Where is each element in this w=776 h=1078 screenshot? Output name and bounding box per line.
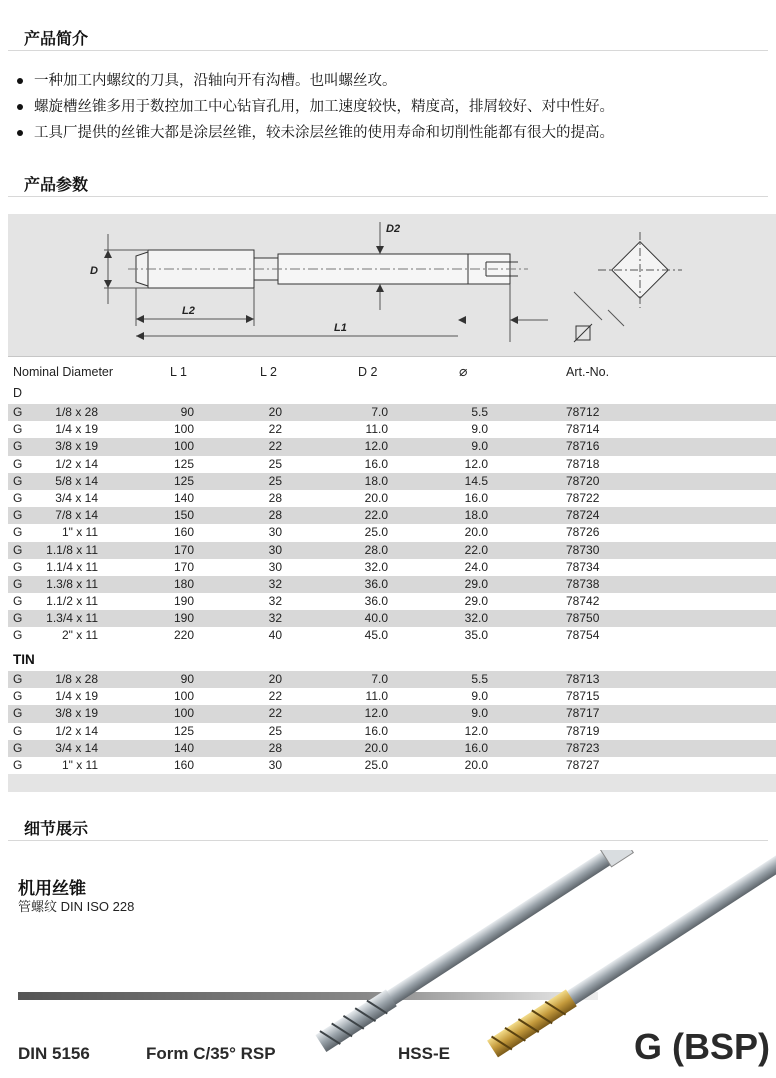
table-row [8, 490, 776, 507]
cell-l1: 160 [173, 757, 194, 772]
cell-size: 3/8 x 19 [55, 439, 98, 454]
cell-l2: 28 [268, 490, 282, 505]
cell-d2: 25.0 [364, 757, 388, 772]
cell-thread-type: G [13, 473, 23, 488]
table-row [8, 705, 776, 722]
cell-l1: 160 [173, 525, 194, 540]
cell-diameter: 9.0 [471, 706, 488, 721]
cell-l2: 28 [268, 508, 282, 523]
cell-l2: 25 [268, 473, 282, 488]
cell-art-no: 78713 [566, 672, 600, 686]
cell-thread-type: G [13, 405, 23, 419]
cell-size: 7/8 x 14 [55, 508, 98, 523]
cell-art-no: 78734 [566, 559, 600, 574]
detail-section-title: 细节展示 [24, 821, 89, 838]
cell-d2: 11.0 [365, 422, 388, 437]
cell-diameter: 16.0 [464, 490, 488, 505]
cell-l1: 150 [173, 508, 194, 523]
cell-size: 5/8 x 14 [55, 473, 98, 488]
cell-art-no: 78717 [566, 706, 600, 721]
cell-art-no: 78726 [566, 525, 600, 540]
cell-art-no: 78719 [566, 723, 600, 738]
table-header [8, 356, 776, 405]
cell-l1: 100 [173, 422, 194, 437]
cell-diameter: 29.0 [464, 594, 488, 609]
main-table-body [8, 404, 776, 645]
cell-art-no: 78722 [566, 490, 600, 505]
drawing-label-l2: L2 [182, 305, 195, 317]
cell-d2: 16.0 [364, 723, 388, 738]
cell-l1: 100 [173, 689, 194, 704]
cell-diameter: 12.0 [464, 456, 488, 471]
cell-thread-type: G [13, 422, 23, 437]
cell-diameter: 9.0 [471, 689, 488, 704]
cell-l1: 90 [180, 405, 194, 419]
cell-l2: 25 [268, 456, 282, 471]
cell-l2: 25 [268, 723, 282, 738]
tap-drawing-svg [8, 214, 776, 356]
cell-diameter: 16.0 [464, 740, 488, 755]
cell-art-no: 78738 [566, 576, 600, 591]
params-section-header [8, 170, 768, 197]
cell-l2: 30 [268, 542, 282, 557]
cell-l1: 220 [173, 628, 194, 643]
table-row [8, 507, 776, 524]
table-footer-band [8, 774, 776, 792]
cell-d2: 18.0 [364, 473, 388, 488]
diameter-icon: ⌀ [459, 363, 468, 379]
table-row [8, 559, 776, 576]
product-title: 机用丝锥 [18, 879, 86, 898]
cell-diameter: 5.5 [471, 672, 488, 686]
intro-item: 工具厂提供的丝锥大都是涂层丝锥，较未涂层丝锥的使用寿命和切削性能都有很大的提高。 [14, 120, 764, 146]
cell-size: 1/4 x 19 [55, 689, 98, 704]
cell-thread-type: G [13, 706, 23, 721]
cell-size: 1" x 11 [61, 757, 98, 772]
header-d2: D 2 [358, 365, 378, 379]
cell-thread-type: G [13, 508, 23, 523]
cell-l2: 32 [268, 611, 282, 626]
bullet-icon [17, 130, 23, 136]
cell-size: 1/4 x 19 [55, 422, 98, 437]
params-panel [8, 214, 776, 792]
cell-size: 2" x 11 [61, 628, 98, 643]
cell-art-no: 78715 [566, 689, 600, 704]
cell-d2: 22.0 [364, 508, 388, 523]
cell-art-no: 78742 [566, 594, 600, 609]
cell-d2: 40.0 [364, 611, 388, 626]
cell-thread-type: G [13, 542, 23, 557]
cell-diameter: 12.0 [464, 723, 488, 738]
cell-art-no: 78720 [566, 473, 600, 488]
cell-size: 3/4 x 14 [55, 490, 98, 505]
cell-d2: 32.0 [364, 559, 388, 574]
table-row [8, 671, 776, 688]
cell-d2: 28.0 [364, 542, 388, 557]
cell-l2: 32 [268, 594, 282, 609]
cell-art-no: 78714 [566, 422, 600, 437]
table-row [8, 757, 776, 774]
header-nominal-diameter: Nominal Diameter [13, 365, 114, 379]
form-spec: Form C/35° RSP [146, 1044, 276, 1063]
cell-art-no: 78716 [566, 439, 600, 454]
bullet-icon [17, 104, 23, 110]
cell-l1: 100 [173, 706, 194, 721]
cell-d2: 7.0 [371, 405, 388, 419]
cell-diameter: 35.0 [464, 628, 488, 643]
cell-art-no: 78724 [566, 508, 600, 523]
cell-l2: 22 [268, 439, 282, 454]
table-row [8, 404, 776, 421]
cell-size: 1.1/8 x 11 [46, 542, 98, 557]
cell-size: 1/8 x 28 [55, 672, 98, 686]
intro-item: 一种加工内螺纹的刀具，沿轴向开有沟槽。也叫螺丝攻。 [14, 68, 764, 94]
params-section-title: 产品参数 [24, 177, 89, 194]
cell-diameter: 18.0 [464, 508, 488, 523]
cell-thread-type: G [13, 559, 23, 574]
cell-l2: 20 [268, 672, 282, 686]
cell-diameter: 32.0 [464, 611, 488, 626]
cell-art-no: 78712 [566, 405, 600, 419]
cell-l1: 170 [173, 542, 194, 557]
intro-item: 螺旋槽丝锥多用于数控加工中心钻盲孔用，加工速度较快，精度高，排屑较好、对中性好。 [14, 94, 764, 120]
header-art-no: Art.-No. [566, 365, 610, 379]
cell-d2: 45.0 [364, 628, 388, 643]
cell-size: 3/4 x 14 [55, 740, 98, 755]
drawing-label-d2: D2 [386, 223, 401, 235]
table-row [8, 627, 776, 644]
cell-l1: 190 [173, 594, 194, 609]
table-row [8, 740, 776, 757]
cell-d2: 11.0 [365, 689, 388, 704]
cell-thread-type: G [13, 576, 23, 591]
cell-art-no: 78750 [566, 611, 600, 626]
cell-l1: 180 [173, 576, 194, 591]
cell-art-no: 78730 [566, 542, 600, 557]
cell-diameter: 22.0 [464, 542, 488, 557]
cell-size: 1.3/4 x 11 [46, 611, 98, 626]
cell-diameter: 14.5 [464, 473, 488, 488]
cell-size: 1.1/2 x 11 [46, 594, 98, 609]
tin-label: TIN [13, 652, 35, 667]
cell-thread-type: G [13, 525, 23, 540]
cell-diameter: 9.0 [471, 439, 488, 454]
table-row [8, 524, 776, 541]
cell-diameter: 5.5 [471, 405, 488, 419]
product-detail-banner [8, 850, 776, 1078]
cell-diameter: 20.0 [464, 757, 488, 772]
table-row [8, 542, 776, 559]
header-nominal-d: D [13, 386, 23, 400]
cell-art-no: 78727 [566, 757, 600, 772]
cell-l2: 32 [268, 576, 282, 591]
cell-size: 1/8 x 28 [55, 405, 98, 419]
cell-art-no: 78754 [566, 628, 600, 643]
cell-l1: 100 [173, 439, 194, 454]
header-l2: L 2 [260, 365, 277, 379]
table-row [8, 723, 776, 740]
cell-thread-type: G [13, 490, 23, 505]
cell-size: 1/2 x 14 [55, 456, 98, 471]
cell-d2: 36.0 [364, 594, 388, 609]
cell-art-no: 78718 [566, 456, 600, 471]
cell-size: 3/8 x 19 [55, 706, 98, 721]
drawing-label-l1: L1 [334, 322, 347, 334]
cell-diameter: 24.0 [464, 559, 488, 574]
cell-thread-type: G [13, 594, 23, 609]
cell-size: 1" x 11 [61, 525, 98, 540]
intro-section-header [8, 24, 768, 51]
intro-section-title: 产品简介 [24, 31, 89, 48]
material-spec: HSS-E [398, 1044, 450, 1063]
cell-d2: 36.0 [364, 576, 388, 591]
cell-l1: 190 [173, 611, 194, 626]
cell-l1: 125 [173, 473, 194, 488]
table-row [8, 421, 776, 438]
cell-l2: 22 [268, 422, 282, 437]
cell-d2: 12.0 [364, 439, 388, 454]
cell-d2: 12.0 [364, 706, 388, 721]
cell-l2: 40 [268, 628, 282, 643]
table-row [8, 456, 776, 473]
cell-thread-type: G [13, 689, 23, 704]
cell-l2: 20 [268, 405, 282, 419]
table-row [8, 610, 776, 627]
table-row [8, 473, 776, 490]
cell-d2: 16.0 [364, 456, 388, 471]
product-subtitle: 管螺纹 DIN ISO 228 [18, 899, 135, 914]
cell-l1: 125 [173, 723, 194, 738]
din-standard: DIN 5156 [18, 1044, 90, 1063]
cell-d2: 7.0 [371, 672, 388, 686]
cell-diameter: 20.0 [464, 525, 488, 540]
cell-l2: 22 [268, 706, 282, 721]
cell-size: 1.3/8 x 11 [46, 576, 98, 591]
cell-d2: 25.0 [364, 525, 388, 540]
cell-l2: 22 [268, 689, 282, 704]
cell-d2: 20.0 [364, 490, 388, 505]
cell-l1: 90 [180, 672, 194, 686]
cell-thread-type: G [13, 740, 23, 755]
drawing-label-d: D [90, 265, 98, 277]
cell-diameter: 29.0 [464, 576, 488, 591]
cell-l2: 28 [268, 740, 282, 755]
cell-l2: 30 [268, 757, 282, 772]
tin-group-header [8, 645, 776, 671]
cell-thread-type: G [13, 628, 23, 643]
header-l1: L 1 [170, 365, 187, 379]
cell-thread-type: G [13, 757, 23, 772]
detail-section-header [8, 814, 768, 841]
cell-l1: 170 [173, 559, 194, 574]
cell-thread-type: G [13, 672, 23, 686]
table-row [8, 438, 776, 455]
cell-size: 1/2 x 14 [55, 723, 98, 738]
cell-l1: 140 [173, 740, 194, 755]
table-row [8, 593, 776, 610]
tin-table-body [8, 671, 776, 774]
cell-l2: 30 [268, 559, 282, 574]
cell-diameter: 9.0 [471, 422, 488, 437]
cell-size: 1.1/4 x 11 [46, 559, 98, 574]
cell-l2: 30 [268, 525, 282, 540]
bullet-icon [17, 78, 23, 84]
cell-thread-type: G [13, 439, 23, 454]
cell-art-no: 78723 [566, 740, 600, 755]
cell-d2: 20.0 [364, 740, 388, 755]
cell-thread-type: G [13, 456, 23, 471]
intro-list [14, 68, 764, 146]
cell-l1: 125 [173, 456, 194, 471]
table-row [8, 576, 776, 593]
table-row [8, 688, 776, 705]
cell-l1: 140 [173, 490, 194, 505]
thread-code: G (BSP) [633, 1026, 770, 1067]
tap-technical-drawing [8, 214, 776, 356]
cell-thread-type: G [13, 611, 23, 626]
cell-thread-type: G [13, 723, 23, 738]
